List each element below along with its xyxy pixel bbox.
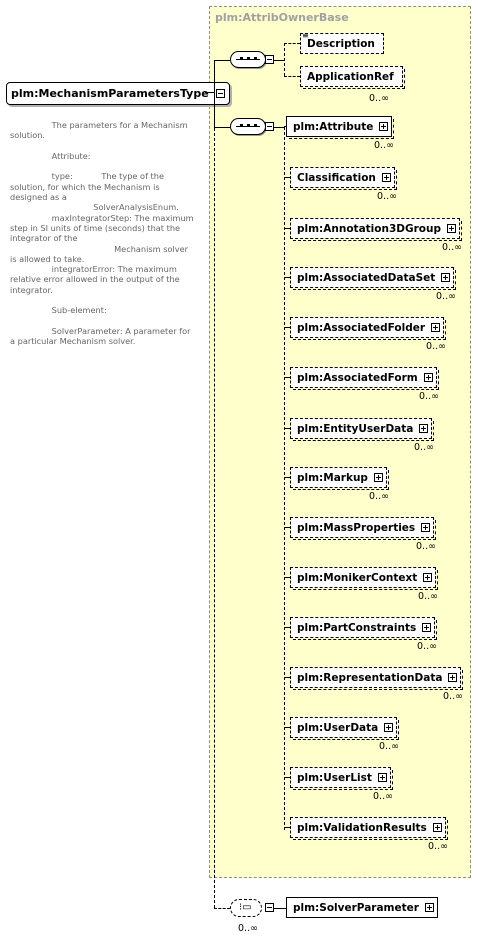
attribute-element[interactable] (290, 817, 446, 838)
attribute-element-label: plm:ValidationResults (297, 822, 427, 834)
attribute-cardinality: 0..∞ (419, 391, 439, 402)
attribute-cardinality: 0..∞ (377, 191, 397, 202)
sequence-2-collapse-icon[interactable] (265, 122, 274, 131)
attribute-element[interactable] (290, 717, 397, 738)
choice-icon: ⁝▭ (239, 902, 252, 913)
description-label: Description (307, 38, 375, 50)
attribute-element-label: plm:PartConstraints (297, 622, 417, 634)
root-element[interactable] (6, 82, 230, 105)
connector-choice (214, 908, 230, 909)
attribute-element[interactable] (290, 317, 444, 338)
connector-seq1 (214, 60, 230, 61)
attribute-cardinality: 0..∞ (414, 442, 434, 453)
expand-icon[interactable] (425, 903, 434, 912)
expand-icon[interactable] (431, 323, 440, 332)
attribute-element-label: plm:RepresentationData (297, 672, 443, 684)
attribute-element[interactable] (290, 667, 461, 688)
attribute-element[interactable] (290, 367, 437, 388)
solver-parameter-element[interactable] (286, 897, 438, 918)
attribute-cardinality: 0..∞ (418, 591, 438, 602)
application-ref-label: ApplicationRef (307, 71, 394, 83)
attribute-element[interactable] (290, 218, 460, 239)
expand-icon[interactable] (421, 523, 430, 532)
application-ref-attribute[interactable] (300, 66, 403, 87)
attribute-element[interactable] (290, 517, 434, 538)
attribute-cardinality: 0..∞ (416, 541, 436, 552)
attribute-cardinality: 0..∞ (443, 691, 463, 702)
attribute-element[interactable] (290, 267, 454, 288)
seq1-out-line (274, 60, 284, 61)
root-connector (205, 92, 214, 93)
solver-parameter-label: plm:SolverParameter (293, 902, 419, 914)
sequence-compositor-1[interactable] (230, 51, 266, 68)
attribute-cardinality: 0..∞ (428, 841, 448, 852)
choice-compositor[interactable] (230, 899, 262, 917)
attribute-cardinality: 0..∞ (369, 491, 389, 502)
attribute-cardinality: 0..∞ (417, 641, 437, 652)
attribute-element-label: plm:MassProperties (297, 522, 416, 534)
expand-icon[interactable] (422, 623, 431, 632)
expand-icon[interactable] (382, 173, 391, 182)
attribute-element-label: plm:AssociatedForm (297, 372, 418, 384)
expand-icon[interactable] (378, 773, 387, 782)
attribute-element-label: plm:Annotation3DGroup (297, 223, 441, 235)
description-attribute[interactable] (300, 33, 384, 54)
attribute-cardinality: 0..∞ (436, 291, 456, 302)
root-element-label: plm:MechanismParametersType (11, 87, 209, 100)
branch-description (284, 43, 300, 44)
sequence-1-collapse-icon[interactable] (265, 55, 274, 64)
expand-icon[interactable] (441, 273, 450, 282)
attribute-element-label: plm:Attribute (293, 121, 374, 133)
documentation-text: The parameters for a Mechanism solution. Attribute: type: The type of the solution, for which the Mechanism is designed as a SolverAnalysisEnum. maxIntegratorStep: The maximum step in SI units of time (seconds) that the integrator of the Mechanism solver is allowed to take. integratorError: The maximum relative error allowed in the output of the integrator. Sub-element: SolverParameter: A parameter for a particular Mechanism solver. (10, 120, 194, 347)
attribute-element-label: plm:AssociatedFolder (297, 322, 426, 334)
attribute-cardinality: 0..∞ (379, 741, 399, 752)
expand-icon[interactable] (424, 373, 433, 382)
collapse-icon[interactable] (216, 89, 225, 98)
expand-icon[interactable] (423, 573, 432, 582)
attribute-element[interactable] (290, 467, 387, 488)
choice-out-line (274, 908, 286, 909)
attribute-element[interactable] (290, 617, 435, 638)
sequence-compositor-2[interactable] (230, 118, 266, 135)
expand-icon[interactable] (419, 424, 428, 433)
attribute-element-label: plm:Markup (297, 472, 368, 484)
attribute-element-label: plm:MonikerContext (297, 572, 418, 584)
attribute-element[interactable] (290, 767, 391, 788)
attribute-element-label: plm:EntityUserData (297, 423, 414, 435)
connector-choice-trunk (214, 128, 215, 908)
seq1-branch-line (284, 43, 285, 76)
base-type-title: plm:AttribOwnerBase (215, 11, 349, 24)
branch-appref (284, 76, 300, 77)
choice-cardinality: 0..∞ (238, 923, 258, 934)
attribute-element-label: Classification (297, 172, 376, 184)
expand-icon[interactable] (379, 122, 388, 131)
expand-icon[interactable] (384, 723, 393, 732)
attribute-element[interactable] (290, 167, 395, 188)
application-ref-cardinality: 0..∞ (369, 93, 389, 104)
attribute-cardinality: 0..∞ (374, 140, 394, 151)
attribute-element-label: plm:AssociatedDataSet (297, 272, 436, 284)
attribute-element[interactable] (286, 116, 392, 137)
attribute-cardinality: 0..∞ (442, 242, 462, 253)
attribute-element[interactable] (290, 418, 432, 439)
expand-icon[interactable] (433, 823, 442, 832)
attribute-element-label: plm:UserData (297, 722, 379, 734)
attribute-element-label: plm:UserList (297, 772, 372, 784)
expand-icon[interactable] (448, 673, 457, 682)
attribute-cardinality: 0..∞ (373, 791, 393, 802)
seq2-out-line (274, 127, 284, 128)
root-trunk-line (214, 60, 215, 128)
attribute-cardinality: 0..∞ (426, 341, 446, 352)
doc-marker-icon: ≡ (302, 31, 309, 40)
choice-collapse-icon[interactable] (265, 903, 274, 912)
expand-icon[interactable] (447, 224, 456, 233)
expand-icon[interactable] (374, 473, 383, 482)
seq2-branch-line (284, 127, 285, 830)
connector-seq2 (214, 127, 230, 128)
attribute-element[interactable] (290, 567, 436, 588)
